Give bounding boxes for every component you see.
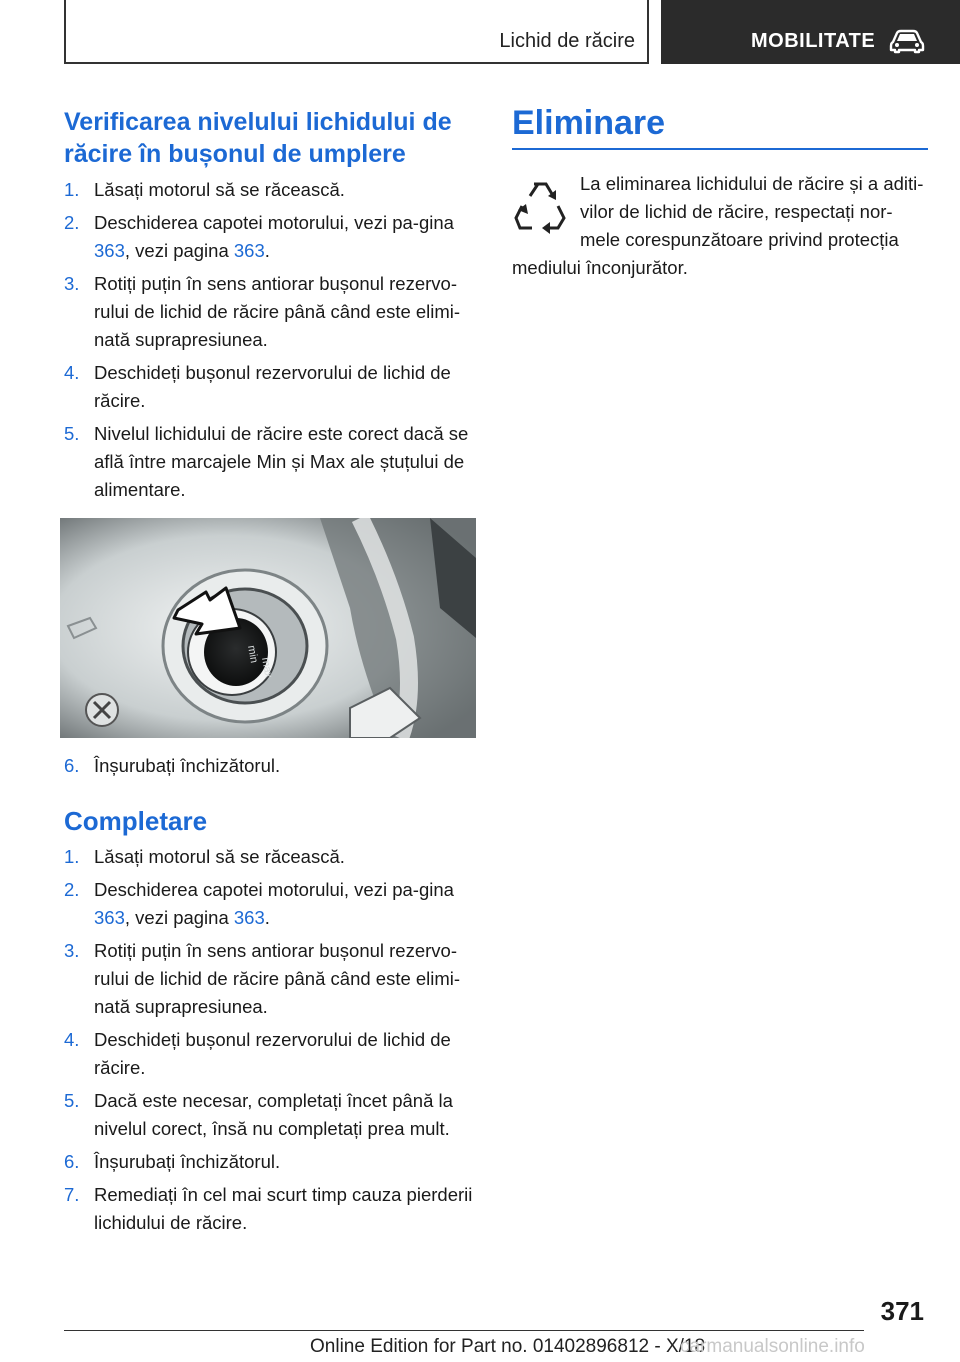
- list-item: [64, 359, 480, 415]
- step-text: Rotiți puțin în sens antiorar bușonul rezervo-rului de lichid de răcire până când este elimi-nată suprapresiunea.: [94, 940, 461, 1017]
- list-item: [64, 843, 480, 871]
- step-text: , vezi pagina: [124, 240, 234, 261]
- step-number: 5.: [64, 423, 80, 444]
- list-item: [64, 176, 480, 204]
- page-number: 371: [880, 1296, 924, 1326]
- step-text: Deschideți bușonul rezervorului de lichid de răcire.: [94, 1029, 451, 1078]
- step-number: 4.: [64, 362, 80, 383]
- step-text: Deschiderea capotei motorului, vezi pa-gina: [94, 212, 454, 233]
- section-title-check-level: Verificarea nivelului lichidului de răcire în bușonul de umplere: [64, 108, 452, 168]
- step-text: Deschideți bușonul rezervorului de lichid de răcire.: [94, 362, 451, 411]
- step-text: .: [264, 907, 270, 928]
- section-title: Lichid de răcire: [499, 30, 635, 52]
- chapter-tab[interactable]: [661, 0, 960, 64]
- max-label: max: [259, 656, 275, 679]
- car-icon: [889, 28, 925, 54]
- step-number: 6.: [64, 755, 80, 776]
- chapter-label: MOBILITATE: [751, 30, 876, 52]
- recycle-icon: [512, 176, 568, 236]
- page-link[interactable]: 363: [233, 907, 265, 928]
- list-item: [64, 420, 480, 504]
- refill-steps-list: [64, 843, 480, 1237]
- step-text: Înșurubați închizătorul.: [94, 1151, 281, 1172]
- check-steps-list-cont: [64, 752, 480, 780]
- list-item: [64, 1148, 480, 1176]
- step-text: Înșurubați închizătorul.: [94, 755, 281, 776]
- step-number: 5.: [64, 1090, 80, 1111]
- step-text: Lăsați motorul să se răcească.: [94, 846, 345, 867]
- step-number: 4.: [64, 1029, 80, 1050]
- step-text: Lăsați motorul să se răcească.: [94, 179, 345, 200]
- step-number: 2.: [64, 879, 80, 900]
- step-number: 3.: [64, 940, 80, 961]
- step-text: Rotiți puțin în sens antiorar bușonul rezervo-rului de lichid de răcire până când este elimi-nată suprapresiunea.: [94, 273, 461, 350]
- step-number: 7.: [64, 1184, 80, 1205]
- step-number: 2.: [64, 212, 80, 233]
- check-steps-list: [64, 176, 480, 504]
- list-item: [64, 752, 480, 780]
- step-text: , vezi pagina: [124, 907, 234, 928]
- list-item: [64, 937, 480, 1021]
- page-link[interactable]: 363: [233, 240, 265, 261]
- engine-bay-illustration: [60, 518, 476, 738]
- left-column: [64, 106, 480, 1242]
- section-title-disposal: Eliminare: [512, 104, 928, 150]
- list-item: [64, 1181, 480, 1237]
- list-item: [64, 1026, 480, 1082]
- min-label: min: [245, 644, 260, 664]
- section-title-refill: Completare: [64, 806, 208, 836]
- footer-divider: [64, 1330, 864, 1331]
- watermark: carmanualsonline.info: [680, 1336, 865, 1357]
- list-item: [64, 209, 480, 265]
- list-item: [64, 1087, 480, 1143]
- step-number: 1.: [64, 846, 80, 867]
- step-text: Dacă este necesar, completați încet până la nivelul corect, însă nu completați prea mult.: [94, 1090, 453, 1139]
- page-link[interactable]: 363: [94, 907, 125, 928]
- coolant-cap-photo: [60, 518, 476, 738]
- step-number: 6.: [64, 1151, 80, 1172]
- header-section-box: [64, 0, 649, 64]
- list-item: [64, 270, 480, 354]
- step-text: Remediați în cel mai scurt timp cauza pierderii lichidului de răcire.: [94, 1184, 473, 1233]
- step-number: 1.: [64, 179, 80, 200]
- list-item: [64, 876, 480, 932]
- page-link[interactable]: 363: [94, 240, 125, 261]
- step-number: 3.: [64, 273, 80, 294]
- environment-note: [512, 170, 928, 282]
- step-text: .: [264, 240, 270, 261]
- footer-edition: Online Edition for Part no. 01402896812 - X/18: [310, 1336, 706, 1357]
- step-text: Nivelul lichidului de răcire este corect dacă se află între marcajele Min și Max ale ștuțului de alimentare.: [94, 423, 469, 500]
- disposal-text: La eliminarea lichidului de răcire și a aditi-vilor de lichid de răcire, respectați nor-mele corespunzătoare privind protecția mediului înconjurător.: [512, 173, 924, 278]
- right-column: [512, 104, 928, 282]
- step-text: Deschiderea capotei motorului, vezi pa-gina: [94, 879, 454, 900]
